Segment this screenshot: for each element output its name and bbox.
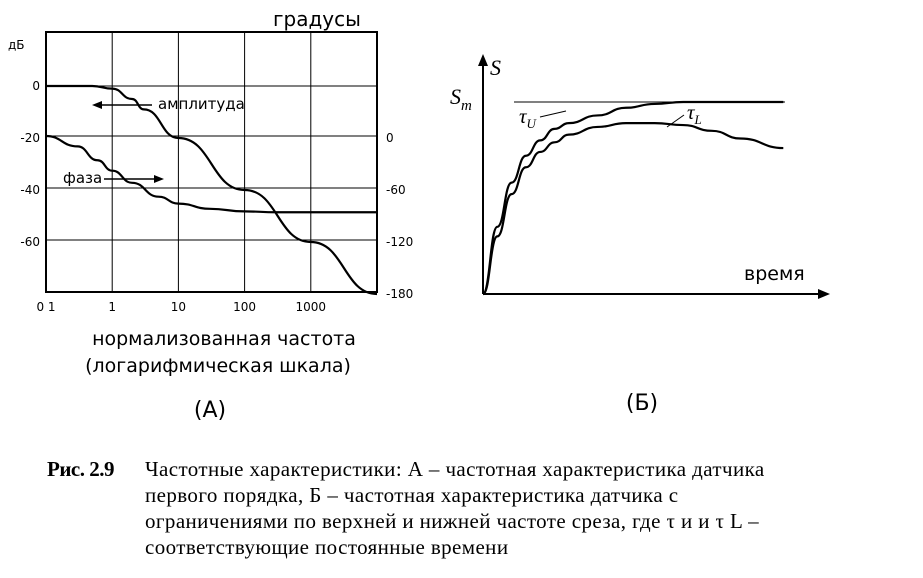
amplitude-curve	[46, 86, 377, 294]
tau-u-sub: U	[526, 116, 536, 131]
caption-line-1: Частотные характеристики: А – частотная характеристика датчика	[145, 457, 765, 481]
chart-b-y-arrow	[478, 54, 488, 66]
panel-a-label: (А)	[193, 398, 227, 423]
tau-u-label	[519, 104, 538, 131]
amplitude-arrow-head	[92, 101, 102, 109]
tau-l-sub: L	[694, 112, 702, 127]
chart-a-xlabel-line1: нормализованная частота	[92, 328, 356, 350]
chart-a-x-tick-label: 1000	[295, 300, 327, 314]
tau-l-main: τ	[687, 100, 695, 124]
chart-b	[450, 54, 830, 416]
panel-b-label: (Б)	[625, 391, 659, 416]
chart-a-left-tick-label: -20	[20, 131, 40, 145]
chart-a-right-tick-label: -120	[386, 235, 414, 249]
chart-a-x-tick-label: 100	[233, 300, 257, 314]
tau-u-leader	[540, 111, 566, 117]
chart-a	[8, 7, 413, 423]
chart-a-right-tick-label: 0	[386, 131, 394, 145]
chart-a-left-tick-label: -60	[20, 235, 40, 249]
chart-b-x-arrow	[818, 289, 830, 299]
chart-a-left-tick-label: -40	[20, 183, 40, 197]
amplitude-label: амплитуда	[158, 95, 245, 113]
caption-line-3: ограничениями по верхней и нижней частоте среза, где τ и и τ L –	[145, 509, 760, 533]
chart-a-series	[46, 86, 377, 294]
caption-text	[145, 456, 909, 560]
chart-a-right-tick-label: -60	[386, 183, 406, 197]
caption-line-4: соответствующие постоянные времени	[145, 535, 509, 559]
phase-label: фаза	[63, 169, 103, 187]
chart-a-x-tick-label: 1	[108, 300, 117, 314]
chart-b-xlabel: время	[744, 263, 805, 285]
chart-a-right-unit: градусы	[273, 7, 361, 31]
tau-u-main: τ	[519, 104, 527, 128]
tau-l-label	[687, 100, 702, 127]
sm-label	[450, 84, 472, 114]
phase-arrow-head	[154, 175, 164, 183]
figure-caption	[47, 456, 909, 560]
chart-a-x-tick-label: 0 1	[36, 300, 56, 314]
caption-label: Рис. 2.9	[47, 457, 114, 481]
chart-a-left-unit: дБ	[8, 38, 25, 52]
chart-a-xlabel-line2: (логарифмическая шкала)	[85, 355, 351, 377]
chart-a-left-ticks	[20, 79, 40, 249]
chart-b-ylabel: S	[490, 55, 501, 80]
tau-l-curve	[483, 123, 783, 294]
chart-a-right-tick-label: -180	[386, 287, 414, 301]
chart-a-right-ticks	[386, 131, 413, 301]
chart-a-left-tick-label: 0	[32, 79, 40, 93]
caption-line-2: первого порядка, Б – частотная характеристика датчика с	[145, 483, 679, 507]
chart-a-x-ticks	[36, 300, 326, 314]
sm-label-main: S	[450, 84, 461, 109]
sm-label-sub: m	[461, 98, 472, 114]
chart-a-x-tick-label: 10	[170, 300, 187, 314]
